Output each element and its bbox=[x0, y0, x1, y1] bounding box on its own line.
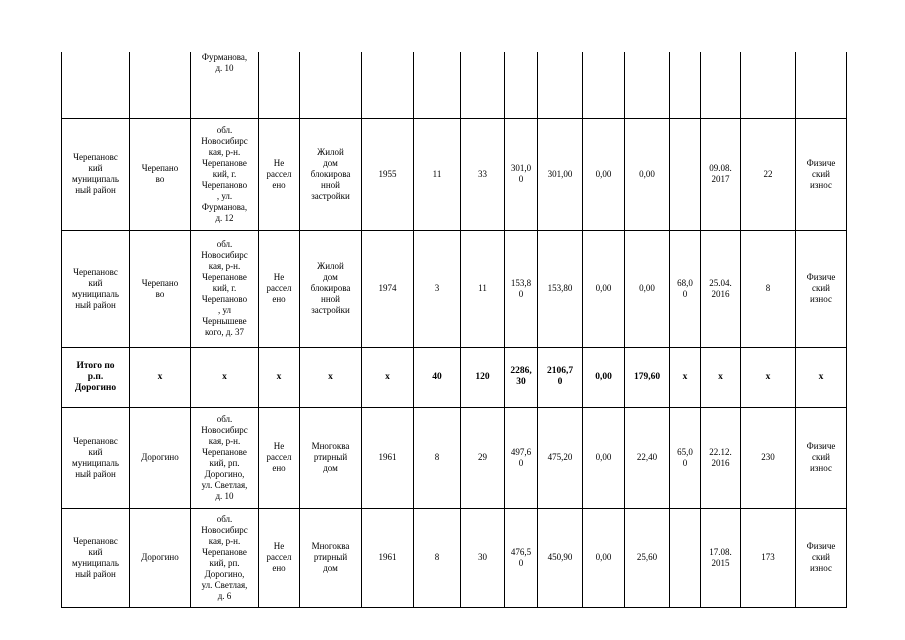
table-cell bbox=[670, 52, 701, 118]
table-cell: Черепановс кий муниципаль ный район bbox=[62, 508, 130, 607]
table-cell: Черепано во bbox=[130, 118, 191, 230]
table-cell: обл. Новосибирс кая, р-н. Черепанове кий, г. Черепаново , ул. Фурманова, д. 12 bbox=[191, 118, 259, 230]
table-cell: Физиче ский износ bbox=[796, 118, 847, 230]
table-cell: x bbox=[130, 347, 191, 407]
table-cell bbox=[796, 52, 847, 118]
table-cell: 476,5 0 bbox=[505, 508, 538, 607]
table-cell: 68,0 0 bbox=[670, 230, 701, 347]
table-cell: 22.12. 2016 bbox=[701, 407, 741, 508]
table-row bbox=[62, 230, 847, 347]
table-cell: Физиче ский износ bbox=[796, 407, 847, 508]
table-cell: 301,00 bbox=[538, 118, 583, 230]
table-cell: 1974 bbox=[362, 230, 414, 347]
table-cell: Черепановс кий муниципаль ный район bbox=[62, 118, 130, 230]
table-cell: x bbox=[362, 347, 414, 407]
table-cell: 8 bbox=[414, 407, 461, 508]
table-cell bbox=[701, 52, 741, 118]
table-cell bbox=[62, 52, 130, 118]
table-cell: 22 bbox=[741, 118, 796, 230]
table-cell: 179,60 bbox=[625, 347, 670, 407]
table-cell: 497,6 0 bbox=[505, 407, 538, 508]
table-cell: Жилой дом блокирова нной застройки bbox=[300, 230, 362, 347]
table-cell: обл. Новосибирс кая, р-н. Черепанове кий, г. Черепаново , ул Чернышеве кого, д. 37 bbox=[191, 230, 259, 347]
table-row bbox=[62, 508, 847, 607]
table-cell: Черепано во bbox=[130, 230, 191, 347]
table-cell: 17.08. 2015 bbox=[701, 508, 741, 607]
table-cell bbox=[583, 52, 625, 118]
table-cell: 0,00 bbox=[583, 230, 625, 347]
table-cell: обл. Новосибирс кая, р-н. Черепанове кий, рп. Дорогино, ул. Светлая, д. 10 bbox=[191, 407, 259, 508]
table-cell: Многоква ртирный дом bbox=[300, 407, 362, 508]
table-cell: 25,60 bbox=[625, 508, 670, 607]
table-cell: Фурманова, д. 10 bbox=[191, 52, 259, 118]
table-cell bbox=[670, 508, 701, 607]
table-cell bbox=[300, 52, 362, 118]
table-cell: 25.04. 2016 bbox=[701, 230, 741, 347]
table-cell: 450,90 bbox=[538, 508, 583, 607]
table-cell: 153,8 0 bbox=[505, 230, 538, 347]
table-cell: Многоква ртирный дом bbox=[300, 508, 362, 607]
table-cell: x bbox=[670, 347, 701, 407]
table-row bbox=[62, 52, 847, 118]
table-cell bbox=[505, 52, 538, 118]
table-cell: 1961 bbox=[362, 407, 414, 508]
table-cell: 0,00 bbox=[583, 508, 625, 607]
table-row bbox=[62, 347, 847, 407]
table-cell: x bbox=[741, 347, 796, 407]
table-cell bbox=[741, 52, 796, 118]
table-row bbox=[62, 118, 847, 230]
table-cell: 0,00 bbox=[625, 230, 670, 347]
table-cell: x bbox=[701, 347, 741, 407]
table-cell: 40 bbox=[414, 347, 461, 407]
table-cell: 1961 bbox=[362, 508, 414, 607]
housing-table bbox=[61, 52, 847, 608]
table-cell: Не рассел ено bbox=[259, 230, 300, 347]
table-cell bbox=[130, 52, 191, 118]
table-cell: 3 bbox=[414, 230, 461, 347]
table-cell: 0,00 bbox=[583, 347, 625, 407]
table-cell: 2286, 30 bbox=[505, 347, 538, 407]
table-cell: 33 bbox=[461, 118, 505, 230]
table-cell: x bbox=[191, 347, 259, 407]
table-cell: Черепановс кий муниципаль ный район bbox=[62, 407, 130, 508]
table-cell: Дорогино bbox=[130, 508, 191, 607]
table-cell: x bbox=[259, 347, 300, 407]
table-cell: 475,20 bbox=[538, 407, 583, 508]
table-cell: Не рассел ено bbox=[259, 508, 300, 607]
table-cell bbox=[414, 52, 461, 118]
table-body bbox=[62, 52, 847, 607]
table-cell: 65,0 0 bbox=[670, 407, 701, 508]
table-cell bbox=[670, 118, 701, 230]
table-cell: Не рассел ено bbox=[259, 407, 300, 508]
table-cell: 11 bbox=[414, 118, 461, 230]
table-cell: 173 bbox=[741, 508, 796, 607]
table-cell: обл. Новосибирс кая, р-н. Черепанове кий, рп. Дорогино, ул. Светлая, д. 6 bbox=[191, 508, 259, 607]
table-cell: x bbox=[796, 347, 847, 407]
table-cell bbox=[259, 52, 300, 118]
table-cell: 230 bbox=[741, 407, 796, 508]
table-cell: 0,00 bbox=[625, 118, 670, 230]
table-cell: 2106,7 0 bbox=[538, 347, 583, 407]
table-cell: 30 bbox=[461, 508, 505, 607]
table-cell: 120 bbox=[461, 347, 505, 407]
table-cell bbox=[362, 52, 414, 118]
table-cell: 29 bbox=[461, 407, 505, 508]
table-cell bbox=[461, 52, 505, 118]
table-cell: x bbox=[300, 347, 362, 407]
table-cell: 0,00 bbox=[583, 118, 625, 230]
table-cell: 8 bbox=[414, 508, 461, 607]
table-cell bbox=[625, 52, 670, 118]
table-cell: Физиче ский износ bbox=[796, 230, 847, 347]
table-cell: 09.08. 2017 bbox=[701, 118, 741, 230]
table-cell: 11 bbox=[461, 230, 505, 347]
table-cell: 153,80 bbox=[538, 230, 583, 347]
table-cell: 0,00 bbox=[583, 407, 625, 508]
table-cell: Черепановс кий муниципаль ный район bbox=[62, 230, 130, 347]
table-cell: 8 bbox=[741, 230, 796, 347]
table-row bbox=[62, 407, 847, 508]
table-cell: 301,0 0 bbox=[505, 118, 538, 230]
table-cell: 1955 bbox=[362, 118, 414, 230]
table-cell: Жилой дом блокирова нной застройки bbox=[300, 118, 362, 230]
table-cell: Физиче ский износ bbox=[796, 508, 847, 607]
table-cell bbox=[538, 52, 583, 118]
table-cell: 22,40 bbox=[625, 407, 670, 508]
table-cell: Дорогино bbox=[130, 407, 191, 508]
table-cell: Не рассел ено bbox=[259, 118, 300, 230]
table-cell: Итого по р.п. Дорогино bbox=[62, 347, 130, 407]
